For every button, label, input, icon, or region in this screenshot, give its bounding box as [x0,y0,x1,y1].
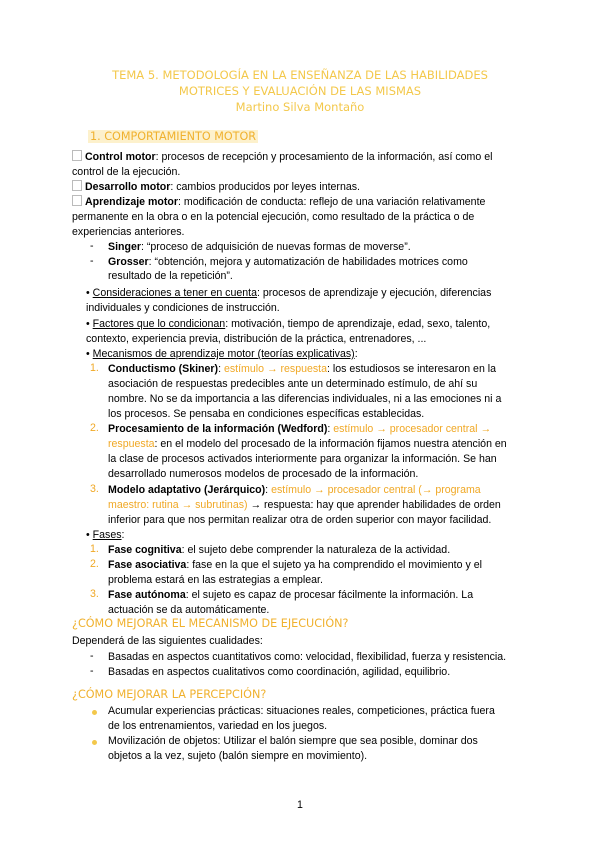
theory-procesamiento [108,422,491,437]
label-factores: Factores que lo condicionan [92,318,226,330]
text-line: : el sujeto debe comprender la naturaleza de la actividad. [181,544,451,556]
text-line: la clase de procesos activados interiormente para organizar la información. Se han [108,453,497,465]
text-line: : cambios producidos por leyes internas. [170,181,360,193]
doc-author: Martino Silva Montaño [235,100,365,114]
text-line: : modificación de conducta: reflejo de una variación relativamente [178,196,486,208]
theory-adaptativo [108,483,481,498]
text-line: control de la ejecución. [72,166,181,178]
section-heading-percepcion: ¿CÓMO MEJORAR LA PERCEPCIÓN? [72,688,267,701]
bullet-dot-icon [92,710,97,715]
text-line: : procesos de aprendizaje y ejecución, diferencias [256,287,492,299]
text-line: : “obtención, mejora y automatización de habilidades motrices como [148,256,468,268]
theory-conductismo [108,362,496,377]
term-control-motor: Control motor [85,151,156,163]
text-line: : [327,423,331,435]
list-number: 3. [90,483,99,495]
list-item: Movilización de objetos: Utilizar el balón siempre que sea posible, dominar dos [108,735,478,747]
text-line: inferior para que nos permitan realizar otra de orden superior con mayor facilidad. [108,514,492,526]
text-line: permanente en la obra o en la potencial ejecución, como resultado de la práctica o de [72,211,475,223]
text-line: : los estudiosos se interesaron en la [327,363,497,375]
text-line: : el sujeto es capaz de procesar fácilmente la información. La [185,589,474,601]
label-mecanismos: Mecanismos de aprendizaje motor (teorías explicativas) [92,348,355,360]
text-line: resultado de la repetición”. [108,270,233,282]
list-number: 3. [90,588,99,600]
text-line: nombre. No se da importancia a las diferencias individuales, ni a las emociones ni a [108,393,502,405]
bullet-dot-icon [92,740,97,745]
list-item: Basadas en aspectos cualitativos como coordinación, agilidad, equilibrio. [108,666,451,678]
text-line: actuación se da automáticamente. [108,604,270,616]
list-number: 2. [90,422,99,434]
fase-name: Fase cognitiva [108,544,182,556]
section2-intro: Dependerá de las siguientes cualidades: [72,635,263,647]
label-consideraciones: Consideraciones a tener en cuenta [92,287,257,299]
dash-bullet: - [90,650,94,662]
bullet-dot: • [86,348,90,360]
text-line: desarrollado numerosos modelos de procesado de la información. [108,468,419,480]
name-grosser: Grosser [108,256,149,268]
list-item: Acumular experiencias prácticas: situaciones reales, competiciones, práctica fuera [108,705,495,717]
text-line: individuales y condiciones de instrucción. [86,302,280,314]
item-grosser [108,255,468,270]
text-line: : motivación, tiempo de aprendizaje, edad, sexo, talento, [225,318,491,330]
page-number: 1 [297,799,303,811]
fase-autonoma [108,588,473,603]
text-line: → respuesta: hay que aprender habilidades de orden [247,499,501,511]
theory-name: Procesamiento de la información (Wedford) [108,423,328,435]
text-line: contexto, experiencia previa, distribución de la práctica, entrenadores, ... [86,333,427,345]
text-line [108,437,507,452]
dash-bullet: - [90,240,94,252]
fase-name: Fase asociativa [108,559,187,571]
bullet-dot: • [86,287,90,299]
text-line [108,498,501,513]
section-heading-ejecucion: ¿CÓMO MEJORAR EL MECANISMO DE EJECUCIÓN? [72,617,349,630]
checkbox-square-icon [72,150,82,161]
text-line: : [121,529,125,541]
bullet-dot: • [86,529,90,541]
paragraph-desarrollo-motor [72,180,360,195]
text-line: objetos a la vez, sujeto (balón siempre en movimiento). [108,750,368,762]
name-singer: Singer [108,241,141,253]
text-line: : procesos de recepción y procesamiento de la información, así como el [155,151,493,163]
fase-asociativa [108,558,482,573]
text-line: problema estará en las estrategias a emplear. [108,574,323,586]
highlight-text: maestro: rutina → subrutinas) [108,499,248,511]
text-line: : fase en la que el sujeto ya ha comprendido el movimiento y el [186,559,482,571]
checkbox-square-icon [72,180,82,191]
highlight-text: estímulo → respuesta [221,363,328,375]
text-line: : “proceso de adquisición de nuevas formas de moverse”. [140,241,411,253]
paragraph-control-motor [72,150,528,165]
dash-bullet: - [90,665,94,677]
dash-bullet: - [90,255,94,267]
text-line: de los entrenamientos, variedad en los juegos. [108,720,328,732]
fase-cognitiva [108,543,450,558]
item-mecanismos [86,347,358,362]
text-line: experiencias anteriores. [72,226,185,238]
text-line: : en el modelo del procesado de la información fijamos nuestra atención en [154,438,507,450]
item-factores [86,317,490,332]
list-number: 1. [90,543,99,555]
list-item: Basadas en aspectos cuantitativos como: velocidad, flexibilidad, fuerza y resistencia. [108,651,507,663]
checkbox-square-icon [72,195,82,206]
highlight-text: estímulo → procesador central → [330,423,492,435]
section-heading-comportamiento [88,130,258,143]
list-number: 1. [90,362,99,374]
doc-title-line1: TEMA 5. METODOLOGÍA EN LA ENSEÑANZA DE LAS HABILIDADES [112,68,488,82]
text-line: : [265,484,269,496]
bullet-dot: • [86,318,90,330]
term-aprendizaje-motor: Aprendizaje motor [85,196,179,208]
highlight-text: respuesta [108,438,155,450]
list-number: 2. [90,558,99,570]
doc-title-line2: MOTRICES Y EVALUACIÓN DE LAS MISMAS [178,84,422,98]
label-fases: Fases [92,529,122,541]
item-singer [108,240,411,255]
section-heading-text: 1. COMPORTAMIENTO MOTOR [90,130,257,143]
item-fases [86,528,124,543]
theory-name: Conductismo (Skiner) [108,363,219,375]
theory-name: Modelo adaptativo (Jerárquico) [108,484,266,496]
item-consideraciones [86,286,491,301]
text-line: : [218,363,222,375]
term-desarrollo-motor: Desarrollo motor [85,181,171,193]
fase-name: Fase autónoma [108,589,186,601]
highlight-text: estímulo → procesador central (→ programa [268,484,481,496]
paragraph-aprendizaje-motor [72,195,485,210]
text-line: los procesos. Se pensaba en condiciones específicas establecidas. [108,408,425,420]
text-line: asociación de respuestas predecibles ante un determinado estímulo, de ahí su [108,378,478,390]
text-line: : [354,348,358,360]
